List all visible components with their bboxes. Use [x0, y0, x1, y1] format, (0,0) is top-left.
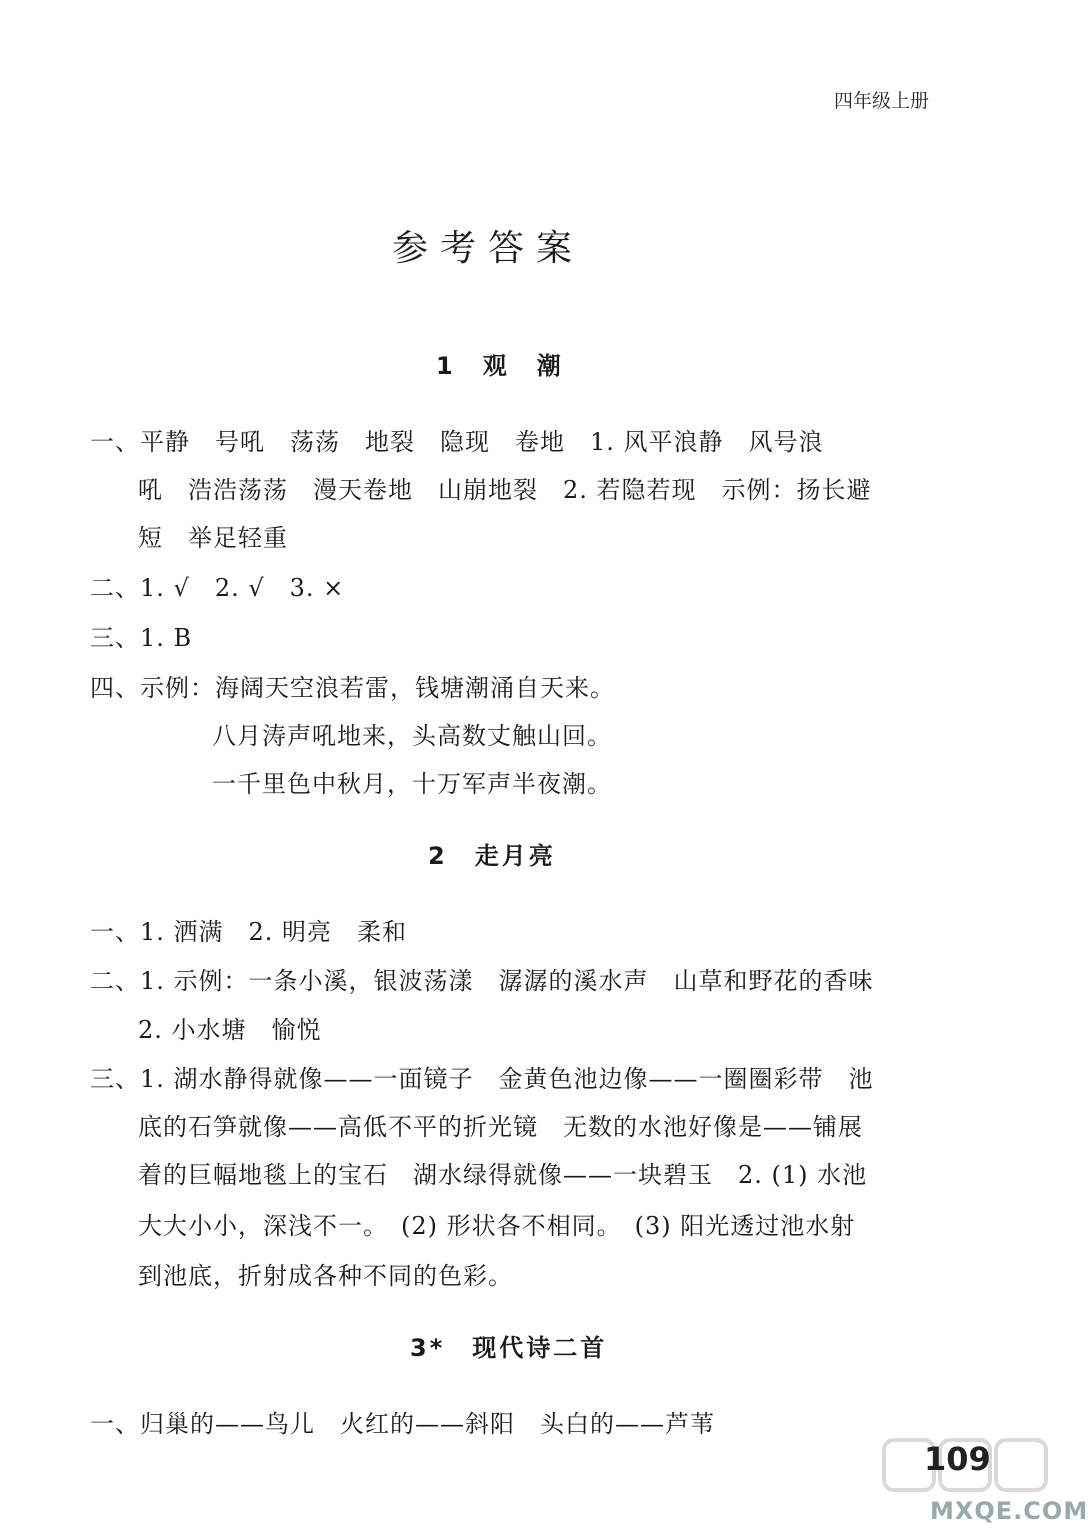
- answer-line: 短 举足轻重: [138, 524, 288, 552]
- answer-line: 底的石笋就像——高低不平的折光镜 无数的水池好像是——铺展: [138, 1113, 863, 1141]
- answer-line: 一、归巢的——鸟儿 火红的——斜阳 头白的——芦苇: [90, 1410, 715, 1438]
- answer-line: 大大小小，深浅不一。 (2) 形状各不相同。 (3) 阳光透过池水射: [138, 1212, 856, 1240]
- section-heading: 2 走月亮: [428, 842, 556, 870]
- answer-line: 三、1. B: [90, 624, 193, 652]
- answer-line: 一千里色中秋月，十万军声半夜潮。: [212, 770, 612, 798]
- answer-line: 二、1. 示例：一条小溪，银波荡漾 潺潺的溪水声 山草和野花的香味: [90, 967, 874, 995]
- answer-line: 八月涛声吼地来，头高数丈触山回。: [212, 722, 612, 750]
- page-title: 参考答案: [392, 228, 585, 269]
- grade-label: 四年级上册: [834, 90, 930, 112]
- answer-line: 一、1. 洒满 2. 明亮 柔和: [90, 918, 408, 946]
- answer-line: 着的巨幅地毯上的宝石 湖水绿得就像——一块碧玉 2. (1) 水池: [138, 1161, 868, 1189]
- answer-line: 一、平静 号吼 荡荡 地裂 隐现 卷地 1. 风平浪静 风号浪: [90, 428, 824, 456]
- answer-line: 到池底，折射成各种不同的色彩。: [138, 1262, 513, 1290]
- answer-line: 二、1. √ 2. √ 3. ×: [90, 574, 345, 602]
- answer-line: 四、示例：海阔天空浪若雷，钱塘潮涌自天来。: [90, 674, 615, 702]
- section-heading: 3* 现代诗二首: [410, 1334, 608, 1362]
- answer-line: 2. 小水塘 愉悦: [138, 1016, 322, 1044]
- answer-line: 三、1. 湖水静得就像——一面镜子 金黄色池边像——一圈圈彩带 池: [90, 1065, 874, 1093]
- page-number: 109: [924, 1440, 991, 1478]
- answer-line: 吼 浩浩荡荡 漫天卷地 山崩地裂 2. 若隐若现 示例：扬长避: [138, 476, 872, 504]
- section-heading: 1 观 潮: [436, 352, 564, 380]
- watermark-text: MXQE.COM: [930, 1497, 1088, 1525]
